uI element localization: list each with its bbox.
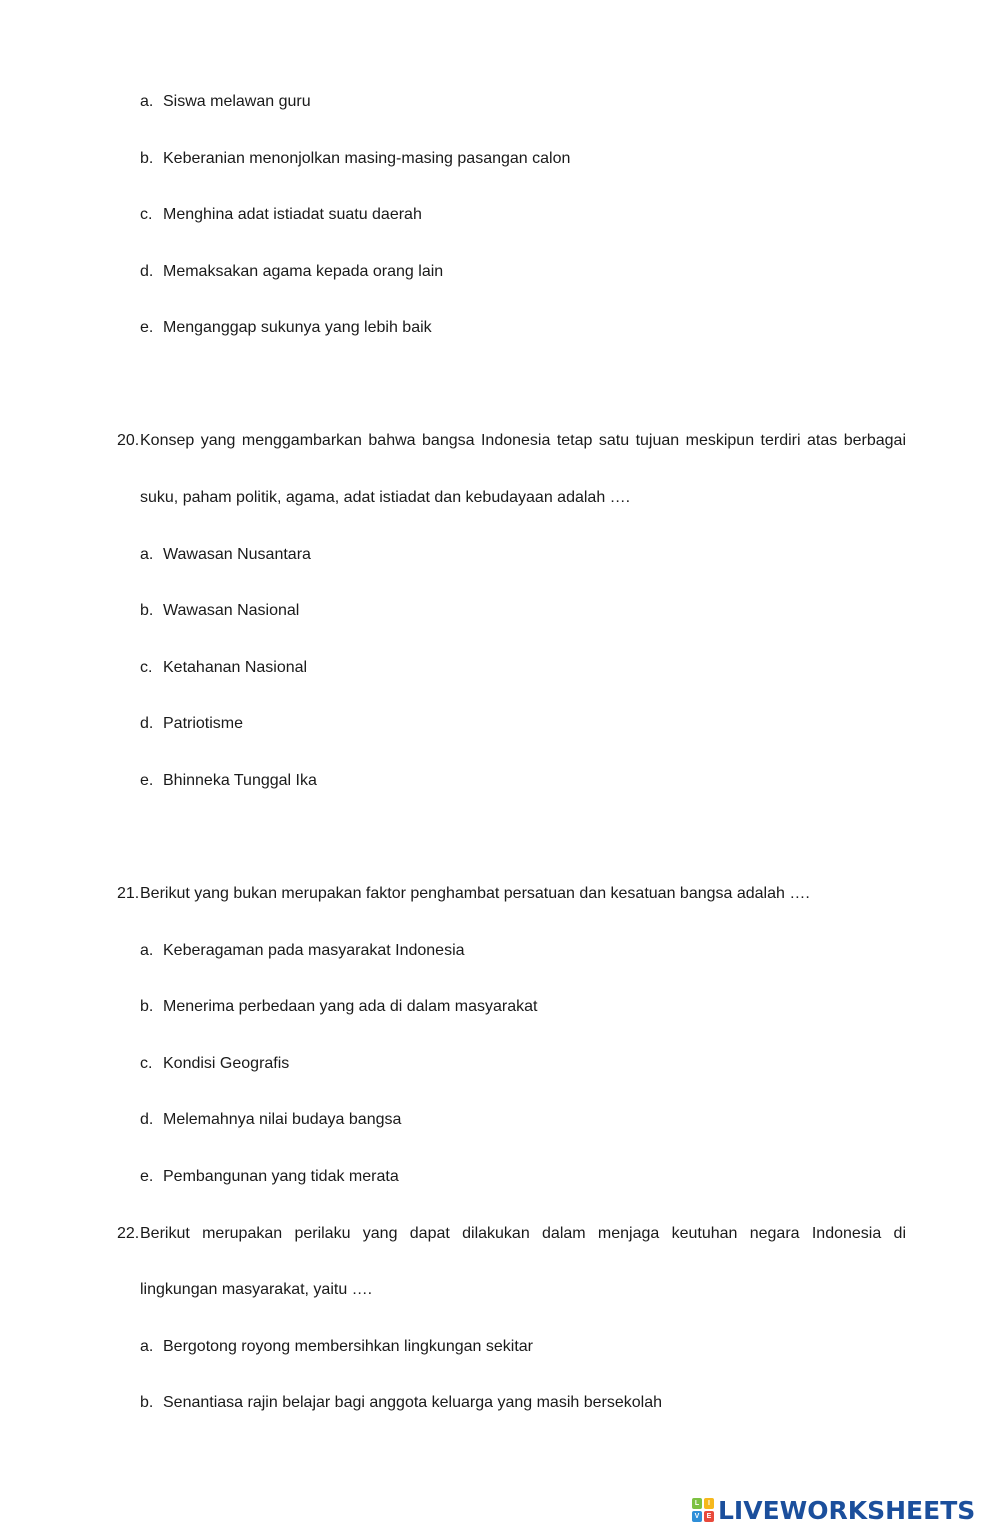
option-letter: d. [140,715,154,732]
option-text: Bergotong royong membersihkan lingkungan sekitar [163,1338,533,1355]
option-letter: b. [140,1394,154,1411]
option-letter: e. [140,772,154,789]
liveworksheets-logo [692,1496,975,1524]
option-text: Menghina adat istiadat suatu daerah [163,206,422,223]
option-text: Wawasan Nasional [163,602,300,619]
option-letter: d. [140,263,154,280]
option-letter: a. [140,93,154,110]
question-number: 20. [117,432,140,449]
option-letter: b. [140,998,154,1015]
option-letter: c. [140,1055,153,1072]
question-number: 21. [117,885,140,902]
option-letter: e. [140,319,154,336]
logo-text: LIVEWORKSHEETS [718,1495,976,1525]
option-letter: e. [140,1168,154,1185]
logo-mark-letter: L [692,1498,702,1509]
option-text: Bhinneka Tunggal Ika [163,772,317,789]
liveworksheets-mark-icon [692,1498,714,1522]
option-letter: a. [140,942,154,959]
option-text: Ketahanan Nasional [163,659,308,676]
option-letter: d. [140,1111,154,1128]
logo-mark-letter: E [704,1511,714,1522]
option-letter: b. [140,602,154,619]
option-text: Melemahnya nilai budaya bangsa [163,1111,402,1128]
logo-mark-letter: V [692,1511,702,1522]
question-text: Berikut yang bukan merupakan faktor penghambat persatuan dan kesatuan bangsa adalah …. [140,885,810,902]
option-letter: b. [140,150,154,167]
option-text: Wawasan Nusantara [163,546,311,563]
option-text: Siswa melawan guru [163,93,311,110]
option-letter: c. [140,206,153,223]
question-text-continued: suku, paham politik, agama, adat istiadat dan kebudayaan adalah …. [140,489,631,506]
option-text: Pembangunan yang tidak merata [163,1168,399,1185]
option-text: Menganggap sukunya yang lebih baik [163,319,432,336]
option-text: Menerima perbedaan yang ada di dalam masyarakat [163,998,538,1015]
option-letter: c. [140,659,153,676]
question-text-continued: lingkungan masyarakat, yaitu …. [140,1281,373,1298]
question-text: Konsep yang menggambarkan bahwa bangsa Indonesia tetap satu tujuan meskipun terdiri atas berbagai [140,432,906,449]
option-text: Senantiasa rajin belajar bagi anggota keluarga yang masih bersekolah [163,1394,662,1411]
question-number: 22. [117,1225,140,1242]
option-text: Keberagaman pada masyarakat Indonesia [163,942,465,959]
option-text: Memaksakan agama kepada orang lain [163,263,444,280]
option-letter: a. [140,1338,154,1355]
option-text: Keberanian menonjolkan masing-masing pasangan calon [163,150,571,167]
logo-mark-letter: I [704,1498,714,1509]
question-text: Berikut merupakan perilaku yang dapat dilakukan dalam menjaga keutuhan negara Indonesia di [140,1225,906,1242]
option-text: Patriotisme [163,715,244,732]
option-letter: a. [140,546,154,563]
option-text: Kondisi Geografis [163,1055,290,1072]
